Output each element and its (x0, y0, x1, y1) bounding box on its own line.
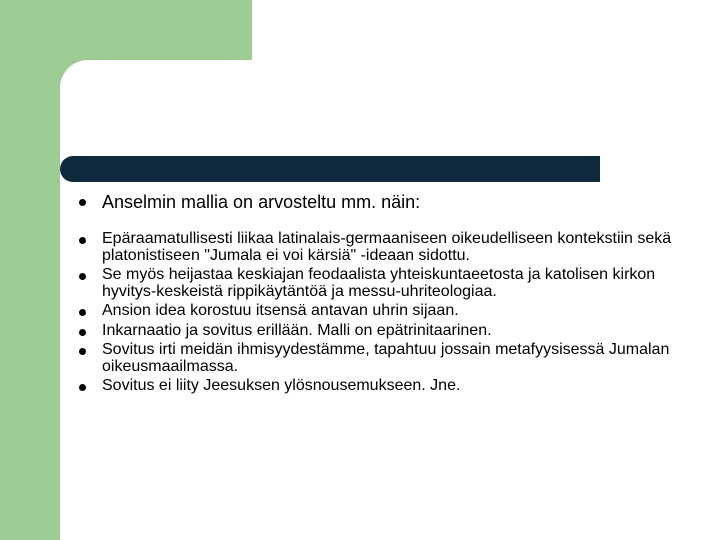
bullet-icon (79, 237, 86, 244)
bullet-icon (79, 329, 86, 336)
list-item (76, 323, 676, 340)
list-item (76, 303, 676, 320)
heading-item (76, 190, 676, 214)
list-item-text: Inkarnaatio ja sovitus erillään. Malli on epätrinitaarinen. (102, 321, 492, 339)
heading-text: Anselmin mallia on arvosteltu mm. näin: (102, 192, 421, 212)
bullet-icon (79, 199, 86, 206)
list-item (76, 231, 676, 264)
slide-body (76, 190, 676, 395)
bullet-icon (79, 273, 86, 280)
list-item-text: Sovitus ei liity Jeesuksen ylösnousemukseen. Jne. (102, 377, 461, 394)
list-item-text: Epäraamatullisesti liikaa latinalais-germaaniseen oikeudelliseen kontekstiin sekä platonistiseen "Jumala ei voi kärsiä" -ideaan sidottu. (102, 230, 672, 264)
list-item (76, 267, 676, 300)
bullet-icon (79, 309, 86, 316)
list-item-text: Se myös heijastaa keskiajan feodaalista yhteiskuntaeetosta ja katolisen kirkon hyvitys-keskeistä rippikäytäntöä ja messu-uhriteologiaa. (102, 266, 656, 300)
list-item-text: Sovitus irti meidän ihmisyydestämme, tapahtuu jossain metafyysisessä Jumalan oikeusmaailmassa. (102, 341, 670, 375)
list-item (76, 378, 676, 395)
list-item (76, 342, 676, 375)
bullet-icon (79, 384, 86, 391)
title-bar (60, 156, 600, 182)
bullet-icon (79, 348, 86, 355)
list-item-text: Ansion idea korostuu itsensä antavan uhrin sijaan. (102, 302, 459, 319)
